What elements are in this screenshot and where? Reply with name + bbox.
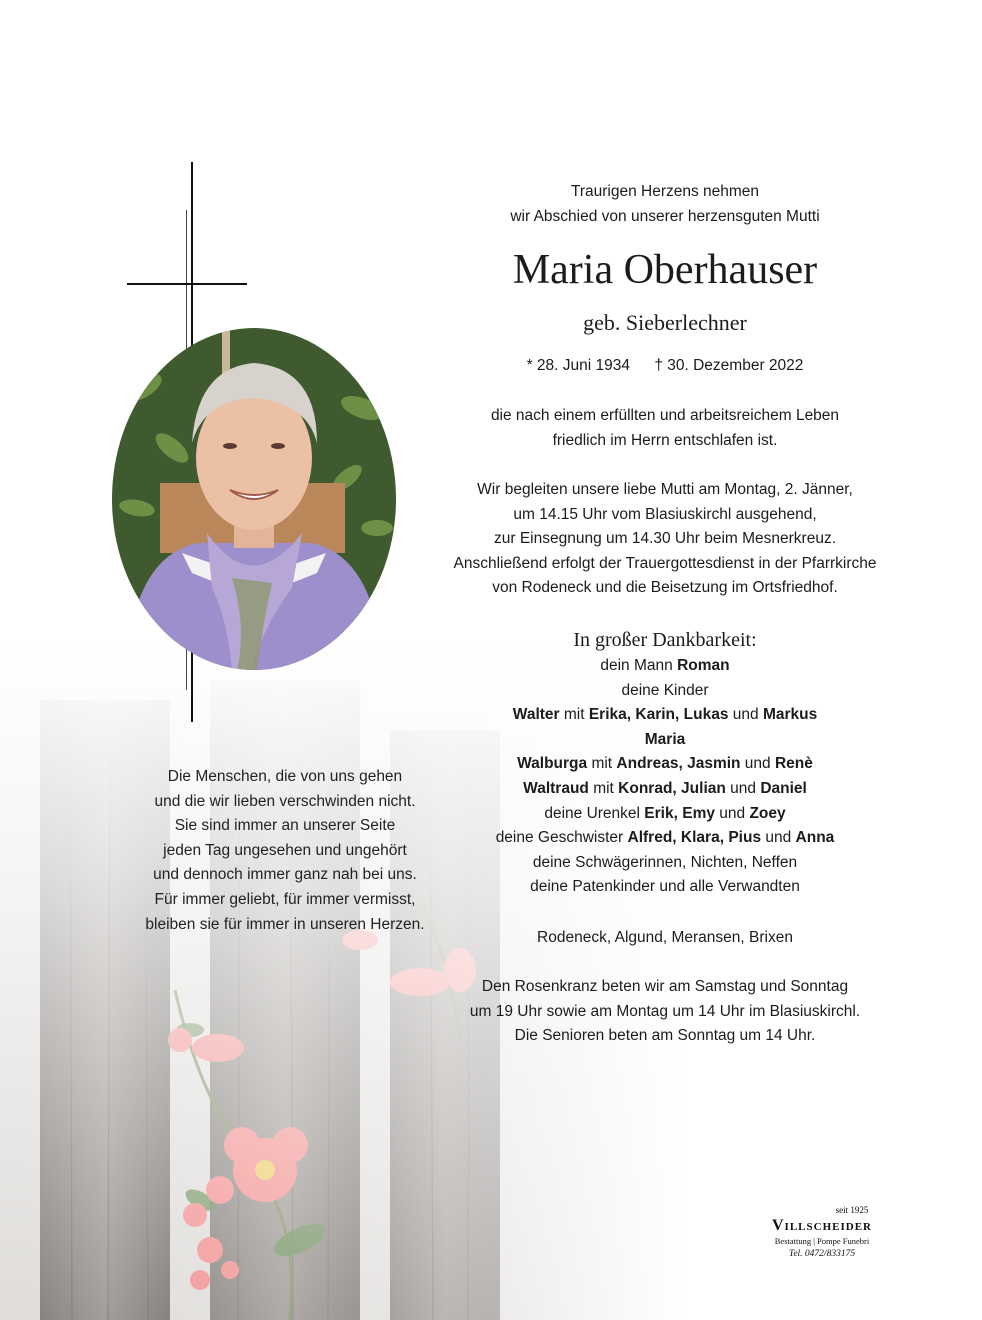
mourner-text: und xyxy=(761,829,796,847)
cross-horizontal-line xyxy=(127,283,247,285)
mourner-name: Alfred xyxy=(627,829,673,847)
mourner-name: Erika xyxy=(588,706,627,724)
mourner-line: deine Kinder xyxy=(621,681,709,699)
mourner-text: und xyxy=(728,706,763,724)
mourner-line xyxy=(440,777,890,802)
mourner-text: , xyxy=(678,755,688,773)
mourner-text: mit xyxy=(587,755,617,773)
mourner-text: dein Mann xyxy=(600,657,678,674)
intro-line: Traurigen Herzens nehmen xyxy=(570,183,760,200)
mourner-line xyxy=(440,826,890,851)
paragraph-line: von Rodeneck und die Beisetzung im Ortsfriedhof. xyxy=(492,579,838,597)
mourner-name: Jasmin xyxy=(687,755,741,773)
intro-line: wir Abschied von unserer herzensguten Mutti xyxy=(510,207,820,225)
mourner-text: , xyxy=(673,804,683,822)
mourner-text: , xyxy=(672,829,681,847)
logo-since: seit 1925 xyxy=(835,1205,869,1215)
logo-brand: Villscheider xyxy=(772,1217,872,1234)
paragraph-line: die nach einem erfüllten und arbeitsreichem Leben xyxy=(490,407,840,424)
undertaker-logo xyxy=(752,1205,892,1261)
poem-line: und die wir lieben verschwinden nicht. xyxy=(154,792,416,810)
mourner-text: deine Geschwister xyxy=(495,829,628,847)
mourner-text: mit xyxy=(559,706,589,724)
mourner-text: und xyxy=(714,804,750,822)
mourner-line xyxy=(440,654,890,679)
mourner-name: Julian xyxy=(681,779,726,797)
mourner-line xyxy=(440,728,890,753)
paragraph-line: zur Einsegnung um 14.30 Uhr beim Mesnerkreuz. xyxy=(493,530,837,548)
mourner-name: Anna xyxy=(795,829,835,847)
life-dates xyxy=(440,354,890,378)
paragraph-line: friedlich im Herrn entschlafen ist. xyxy=(552,431,778,449)
mourner-name: Roman xyxy=(677,657,730,674)
paragraph-passing xyxy=(440,404,890,453)
mourner-line xyxy=(440,703,890,728)
mourner-name: Zoey xyxy=(749,804,786,822)
thanks-heading: In großer Dankbarkeit: xyxy=(573,629,757,651)
mourner-name: Konrad xyxy=(618,779,673,797)
mourner-text: , xyxy=(719,829,729,847)
paragraph-line: Anschließend erfolgt der Trauergottesdienst in der Pfarrkirche xyxy=(453,554,877,572)
rosary-line: Den Rosenkranz beten wir am Samstag und Sonntag xyxy=(481,978,849,995)
mourner-text: deine Urenkel xyxy=(544,804,645,822)
maiden-name: geb. Sieberlechner xyxy=(583,310,747,335)
poem-line: Die Menschen, die von uns gehen xyxy=(167,768,403,785)
mourner-name: Klara xyxy=(680,829,720,847)
mourner-name: Walburga xyxy=(517,755,588,773)
rosary-line: Die Senioren beten am Sonntag um 14 Uhr. xyxy=(514,1027,816,1045)
mourner-name: Waltraud xyxy=(523,779,589,797)
mourner-text: mit xyxy=(588,779,619,797)
mourner-name: Daniel xyxy=(760,779,807,797)
death-date: † 30. Dezember 2022 xyxy=(654,357,804,374)
portrait-photo xyxy=(112,328,396,670)
paragraph-line: um 14.15 Uhr vom Blasiuskirchl ausgehend, xyxy=(513,505,817,523)
birth-date: * 28. Juni 1934 xyxy=(526,357,631,374)
poem-line: jeden Tag ungesehen und ungehört xyxy=(163,841,407,859)
mourner-name: Markus xyxy=(762,706,818,724)
mourner-name: Emy xyxy=(682,804,715,822)
mourner-text: und xyxy=(740,755,775,773)
mourner-line: deine Schwägerinnen, Nichten, Neffen xyxy=(532,853,798,871)
mourner-name: Renè xyxy=(774,755,813,773)
mourner-text: , xyxy=(626,706,636,724)
mourner-text: und xyxy=(725,779,761,797)
mourner-text: , xyxy=(672,779,682,797)
intro-text xyxy=(440,180,890,229)
places: Rodeneck, Algund, Meransen, Brixen xyxy=(537,929,793,946)
poem-line: Für immer geliebt, für immer vermisst, xyxy=(154,890,416,908)
paragraph-funeral xyxy=(440,478,890,601)
mourner-line: deine Patenkinder und alle Verwandten xyxy=(530,878,800,896)
rosary-line: um 19 Uhr sowie am Montag um 14 Uhr im Blasiuskirchl. xyxy=(469,1002,861,1020)
mourner-text: , xyxy=(675,706,684,724)
mourner-line xyxy=(440,802,890,827)
mourner-name: Andreas xyxy=(616,755,679,773)
deceased-name: Maria Oberhauser xyxy=(512,247,818,293)
paragraph-line: Wir begleiten unsere liebe Mutti am Montag, 2. Jänner, xyxy=(477,481,853,498)
mourner-name: Walter xyxy=(512,706,560,724)
logo-phone: Tel. 0472/833175 xyxy=(788,1249,856,1259)
mourner-name: Lukas xyxy=(683,706,729,724)
poem-line: Sie sind immer an unserer Seite xyxy=(174,817,396,835)
mourner-line xyxy=(440,752,890,777)
poem-line: und dennoch immer ganz nah bei uns. xyxy=(153,866,417,884)
mourner-name: Pius xyxy=(728,829,762,847)
poem-line: bleiben sie für immer in unseren Herzen. xyxy=(145,915,425,933)
logo-subtitle: Bestattung | Pompe Funebri xyxy=(774,1236,870,1246)
mourner-name: Maria xyxy=(644,730,686,748)
mourner-name: Karin xyxy=(635,706,676,724)
mourners-list xyxy=(440,654,890,900)
mourner-name: Erik xyxy=(644,804,674,822)
rosary-info xyxy=(440,975,890,1049)
